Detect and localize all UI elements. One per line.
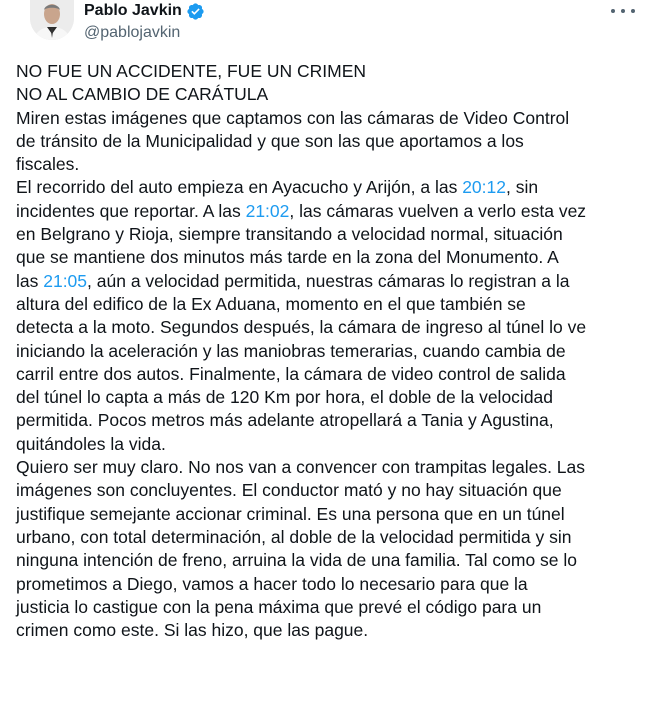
tweet-text: [16, 60, 652, 642]
tweet-text-line: [16, 526, 652, 549]
tweet-text-segment: iniciando la aceleración y las maniobras temerarias, cuando cambia de: [16, 340, 566, 361]
tweet-text-line: [16, 503, 652, 526]
tweet-text-segment: de tránsito de la Municipalidad y que son las que aportamos a los: [16, 130, 524, 151]
tweet-text-segment: imágenes son concluyentes. El conductor mató y no hay situación que: [16, 480, 562, 501]
tweet-text-segment: quitándoles la vida.: [16, 433, 166, 454]
tweet-text-segment: detecta a la moto. Segundos después, la cámara de ingreso al túnel lo ve: [16, 317, 587, 338]
tweet-text-segment: las: [16, 270, 44, 291]
tweet-text-line: [16, 130, 652, 153]
tweet-text-segment: NO FUE UN ACCIDENTE, FUE UN CRIMEN: [16, 61, 367, 81]
tweet-text-line: [16, 573, 652, 596]
tweet-text-line: [16, 433, 652, 456]
tweet-text-segment: en Belgrano y Rioja, siempre transitando a velocidad normal, situación: [16, 224, 563, 245]
tweet-text-line: [16, 596, 652, 619]
more-options-icon[interactable]: [611, 2, 635, 20]
tweet-text-segment: justicia lo castigue con la pena máxima que prevé el código para un: [16, 596, 542, 617]
tweet-text-line: [16, 107, 652, 130]
tweet-text-line: [16, 223, 652, 246]
tweet-text-segment: Quiero ser muy claro. No nos van a convencer con trampitas legales. Las: [16, 457, 586, 478]
tweet-text-segment: ninguna intención de freno, arruina la vida de una familia. Tal como se lo: [16, 550, 577, 571]
verified-badge-icon: [186, 2, 205, 21]
tweet-text-line: [16, 386, 652, 409]
tweet-text-line: [16, 270, 652, 293]
tweet-text-segment: , aún a velocidad permitida, nuestras cámaras lo registran a la: [87, 270, 570, 291]
author-block: [84, 0, 205, 43]
tweet-text-segment: incidentes que reportar. A las: [16, 200, 246, 221]
tweet-text-segment: , sin: [505, 177, 539, 198]
tweet-text-segment: El recorrido del auto empieza en Ayacucho y Arijón, a las: [16, 177, 463, 198]
tweet-text-segment: del túnel lo capta a más de 120 Km por hora, el doble de la velocidad: [16, 387, 554, 408]
tweet-text-segment: permitida. Pocos metros más adelante atropellará a Tania y Agustina,: [16, 410, 554, 431]
tweet-text-line: [16, 363, 652, 386]
tweet-text-segment: carril entre dos autos. Finalmente, la cámara de video control de salida: [16, 363, 566, 384]
tweet-text-segment: urbano, con total determinación, al doble de la velocidad permitida y sin: [16, 526, 572, 547]
tweet-text-line: [16, 456, 652, 479]
tweet-text-segment: que se mantiene dos minutos más tarde en la zona del Monumento. A: [16, 247, 559, 268]
tweet-text-line: [16, 200, 652, 223]
display-name[interactable]: Pablo Javkin: [84, 2, 182, 19]
tweet-text-line: [16, 409, 652, 432]
tweet-text-line: [16, 619, 652, 642]
timestamp-link[interactable]: 21:05: [43, 270, 88, 291]
tweet-text-segment: fiscales.: [16, 154, 80, 175]
tweet-text-line: [16, 316, 652, 339]
tweet-text-line: [16, 246, 652, 269]
tweet-text-line: [16, 549, 652, 572]
tweet-text-segment: NO AL CAMBIO DE CARÁTULA: [16, 84, 269, 105]
timestamp-link[interactable]: 20:12: [462, 177, 506, 198]
tweet-text-segment: , las cámaras vuelven a verlo esta vez: [289, 200, 587, 221]
tweet-text-line: [16, 153, 652, 176]
tweet-text-line: [16, 479, 652, 502]
tweet-text-line: [16, 340, 652, 363]
tweet-text-segment: justifique semejante accionar criminal. Es una persona que en un túnel: [16, 503, 565, 524]
handle[interactable]: @pablojavkin: [84, 24, 181, 41]
timestamp-link[interactable]: 21:02: [245, 200, 290, 221]
tweet-text-line: [16, 293, 652, 316]
tweet-text-line: [16, 60, 652, 83]
profile-photo: [30, 0, 74, 40]
tweet-text-line: [16, 176, 652, 199]
tweet-text-line: [16, 83, 652, 106]
tweet-header: [16, 0, 671, 56]
tweet-text-segment: prometimos a Diego, vamos a hacer todo lo necesario para que la: [16, 573, 528, 594]
avatar[interactable]: [30, 0, 74, 40]
tweet-text-segment: crimen como este. Si las hizo, que las pague.: [16, 620, 369, 641]
tweet-text-segment: altura del edifico de la Ex Aduana, momento en el que también se: [16, 293, 526, 314]
tweet-text-segment: Miren estas imágenes que captamos con las cámaras de Video Control: [16, 107, 570, 128]
